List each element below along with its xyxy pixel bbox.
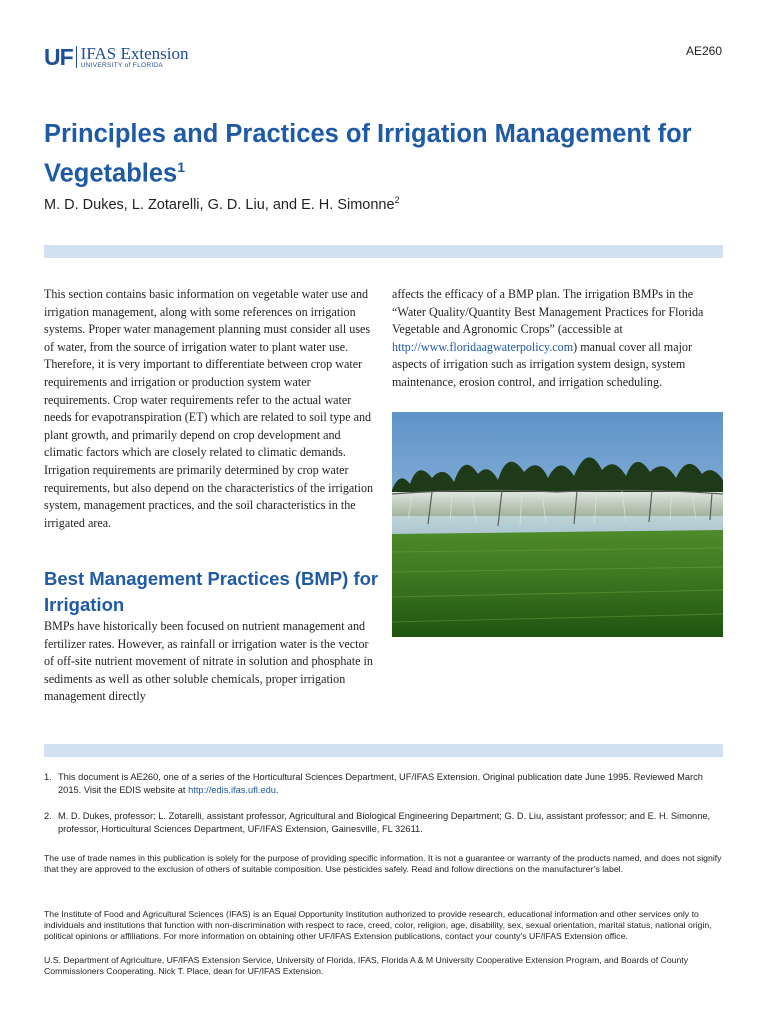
bmp-continued-paragraph	[392, 286, 724, 392]
document-id: AE260	[685, 44, 722, 58]
bmp-text-after-link: ) manual cover all major aspects of irrigation such as irrigation system design, system maintenance, erosion control, and irrigation scheduling.	[392, 339, 693, 389]
footnote-text: This document is AE260, one of a series of the Horticultural Sciences Department, UF/IFAS Extension. Original publication date June 1995. Reviewed March 2015. Visit the EDIS website at	[58, 772, 703, 795]
bmp-paragraph: BMPs have historically been focused on nutrient management and fertilizer rates. However, as rainfall or irrigation water is the vector of off-site nutrient movement of nitrate in solution and phosphate in sediments as well as other soluble chemicals, proper irrigation management directly	[44, 619, 373, 704]
equal-opportunity-notice: The Institute of Food and Agricultural Sciences (IFAS) is an Equal Opportunity Institution authorized to provide research, educational information and other services only to individuals and institutions that function with non-discrimination with respect to race, creed, color, religion, age, disability, sex, sexual orientation, marital status, national origin, political opinions or affiliations. For more information on obtaining other UF/IFAS Extension publications, contact your county’s UF/IFAS Extension office.	[44, 909, 712, 942]
authors-footnote-ref[interactable]: 2	[394, 195, 400, 205]
authors	[44, 195, 400, 213]
intro-column	[44, 286, 377, 532]
ifas-extension-logo	[44, 44, 189, 70]
edis-website-link[interactable]: http://edis.ifas.ufl.edu	[188, 784, 276, 795]
logo-university: UNIVERSITY of FLORIDA	[80, 61, 164, 69]
title-footnote-ref[interactable]: 1	[177, 159, 186, 175]
logo-uf: UF	[44, 43, 73, 70]
footnote-number: 2.	[44, 811, 52, 821]
irrigation-field-photo	[392, 412, 723, 637]
logo-text	[81, 45, 189, 70]
footnote-body: M. D. Dukes, professor; L. Zotarelli, assistant professor, Agricultural and Biological Engineering Department; G. D. Liu, assistant professor; and E. H. Simonne, professor, Horticultural Sciences Department, UF/IFAS Extension, Gainesville, FL 32611.	[58, 811, 711, 834]
footnote-text-end: .	[275, 784, 279, 795]
title-text: Principles and Practices of Irrigation Management for Vegetables	[44, 120, 692, 188]
trade-names-notice: The use of trade names in this publication is solely for the purpose of providing specific information. It is not a guarantee or warranty of the products named, and does not signify that they are approved to the exclusion of others of suitable composition. Use pesticides safely. Read and follow directions on the manufacturer’s label.	[44, 853, 722, 875]
footnote-number: 1.	[44, 772, 52, 782]
irrigation-photo-illustration	[392, 412, 723, 637]
intro-paragraph: This section contains basic information on vegetable water use and irrigation management, along with some references on irrigation systems. Proper water management planning must consider all uses of water, from the source of irrigation water to plant water use. Therefore, it is very important to differentiate between crop water requirements and irrigation or production system water requirements. Crop water requirements refer to the actual water needs for evapotranspiration (ET) which are related to soil type and plant growth, and primarily depend on crop development and climatic factors which are closely related to climatic demands. Irrigation requirements are primarily determined by crop water requirements, but also depend on the characteristics of the irrigation system, management practices, and the soil characteristics in the irrigated area.	[44, 287, 374, 530]
bmp-text-before-link: affects the efficacy of a BMP plan. The irrigation BMPs in the “Water Quality/Quantity Best Management Practices for Florida Vegetable and Agronomic Crops” (accessible at	[392, 287, 704, 337]
page-title	[44, 118, 724, 191]
logo-extension: IFAS Extension	[80, 43, 189, 63]
logo-divider	[76, 46, 77, 68]
footnote-body	[58, 771, 724, 796]
section-rule-footnotes	[44, 744, 723, 757]
bmp-column	[44, 618, 377, 706]
bmp-heading: Best Management Practices (BMP) for Irrigation	[44, 568, 379, 615]
authors-text: M. D. Dukes, L. Zotarelli, G. D. Liu, and E. H. Simonne	[44, 196, 395, 213]
footnote-2	[44, 810, 724, 835]
footnote-1	[44, 771, 724, 796]
florida-ag-water-policy-link[interactable]: http://www.floridaagwaterpolicy.com	[392, 339, 574, 354]
bmp-continued-column	[392, 286, 724, 392]
usda-notice: U.S. Department of Agriculture, UF/IFAS Extension Service, University of Florida, IFAS, Florida A & M University Cooperative Extension Program, and Boards of County Commissioners Cooperating. Nick T. Place, dean for UF/IFAS Extension.	[44, 955, 689, 977]
section-rule-top	[44, 245, 723, 258]
